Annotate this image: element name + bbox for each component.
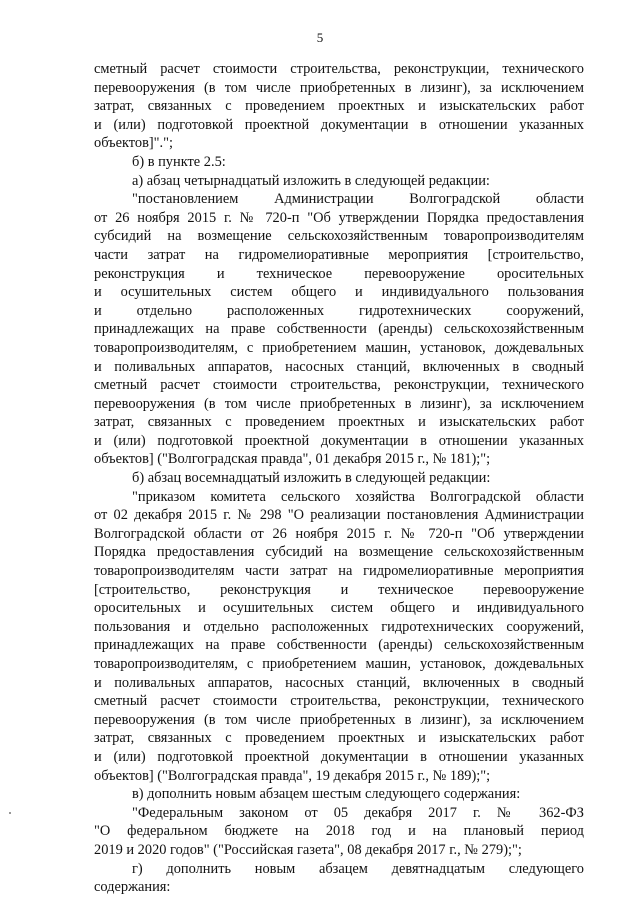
text-line: 2019 и 2020 годов" ("Российская газета", 08 декабря 2017 г., № 279);"; — [94, 841, 522, 858]
text-line: "О федеральном бюджете на 2018 год и на плановый период — [94, 823, 584, 840]
text-line: и отдельно расположенных гидротехнических сооружений, — [94, 302, 584, 319]
text-line: и поливальных аппаратов, насосных станций, включенных в сводный — [94, 674, 584, 691]
text-line: г) дополнить новым абзацем девятнадцатым следующего — [132, 860, 584, 877]
text-line: объектов] ("Волгоградская правда", 19 декабря 2015 г., № 189);"; — [94, 767, 491, 784]
text-line: и (или) подготовкой проектной документации в отношении указанных — [94, 748, 584, 765]
text-line: субсидий на возмещение сельскохозяйственным товаропроизводителям — [94, 228, 584, 245]
text-line: пользования и отдельно расположенных гидротехнических сооружений, — [94, 618, 584, 635]
text-line: затрат, связанных с проведением проектных и изыскательских работ — [94, 414, 584, 431]
text-line: перевооружения (в том числе приобретенных в лизинг), за исключением — [94, 395, 584, 412]
text-line: сметный расчет стоимости строительства, реконструкции, технического — [94, 693, 584, 710]
text-line: в) дополнить новым абзацем шестым следующего содержания: — [132, 786, 521, 803]
text-line: объектов] ("Волгоградская правда", 01 декабря 2015 г., № 181);"; — [94, 451, 491, 468]
text-line: оросительных и осушительных систем общего и индивидуального — [94, 600, 584, 617]
text-line: б) абзац восемнадцатый изложить в следующей редакции: — [132, 470, 491, 487]
text-line: "приказом комитета сельского хозяйства Волгоградской области — [132, 488, 584, 505]
text-line: и (или) подготовкой проектной документации в отношении указанных — [94, 116, 584, 133]
text-line: товаропроизводителям, с приобретением машин, установок, дождевальных — [94, 656, 584, 672]
document-body — [94, 60, 584, 897]
margin-dot — [9, 812, 11, 814]
text-line: от 26 ноября 2015 г. № 720-п "Об утверждении Порядка предоставления — [94, 209, 584, 226]
text-line: затрат, связанных с проведением проектных и изыскательских работ — [94, 98, 584, 115]
text-line: товаропроизводителям части затрат на гидромелиоративные мероприятия — [94, 563, 584, 580]
text-line: [строительство, реконструкция и техническое перевооружение — [94, 581, 584, 598]
text-line: принадлежащих на праве собственности (аренды) сельскохозяйственным — [94, 321, 584, 338]
text-line: реконструкция и техническое перевооружение оросительных — [94, 265, 584, 282]
text-line: содержания: — [94, 879, 171, 896]
text-line: "постановлением Администрации Волгоградской области — [132, 191, 584, 208]
text-line: принадлежащих на праве собственности (аренды) сельскохозяйственным — [94, 637, 584, 654]
text-line: товаропроизводителям, с приобретением машин, установок, дождевальных — [94, 339, 584, 356]
text-line: части затрат на гидромелиоративные мероприятия [строительство, — [94, 246, 584, 263]
text-line: и (или) подготовкой проектной документации в отношении указанных — [94, 432, 584, 449]
text-line: б) в пункте 2.5: — [132, 153, 226, 170]
page-number: 5 — [316, 30, 324, 45]
text-line: Порядка предоставления субсидий на возмещение сельскохозяйственным — [94, 544, 584, 561]
text-line: "Федеральным законом от 05 декабря 2017 г. № 362-ФЗ — [132, 804, 584, 821]
text-line: а) абзац четырнадцатый изложить в следующей редакции: — [132, 172, 490, 189]
text-line: Волгоградской области от 26 ноября 2015 г. № 720-п "Об утверждении — [94, 525, 584, 542]
text-line: и осушительных систем общего и индивидуального пользования — [94, 284, 584, 301]
text-line: сметный расчет стоимости строительства, реконструкции, технического — [94, 377, 584, 394]
text-line: от 02 декабря 2015 г. № 298 "О реализации постановления Администрации — [94, 507, 584, 524]
text-line: перевооружения (в том числе приобретенных в лизинг), за исключением — [94, 711, 584, 728]
text-line: объектов]"."; — [94, 135, 174, 152]
text-line: и поливальных аппаратов, насосных станций, включенных в сводный — [94, 358, 584, 375]
text-line: перевооружения (в том числе приобретенных в лизинг), за исключением — [94, 79, 584, 96]
text-line: сметный расчет стоимости строительства, реконструкции, технического — [94, 61, 584, 77]
text-line: затрат, связанных с проведением проектных и изыскательских работ — [94, 730, 584, 747]
